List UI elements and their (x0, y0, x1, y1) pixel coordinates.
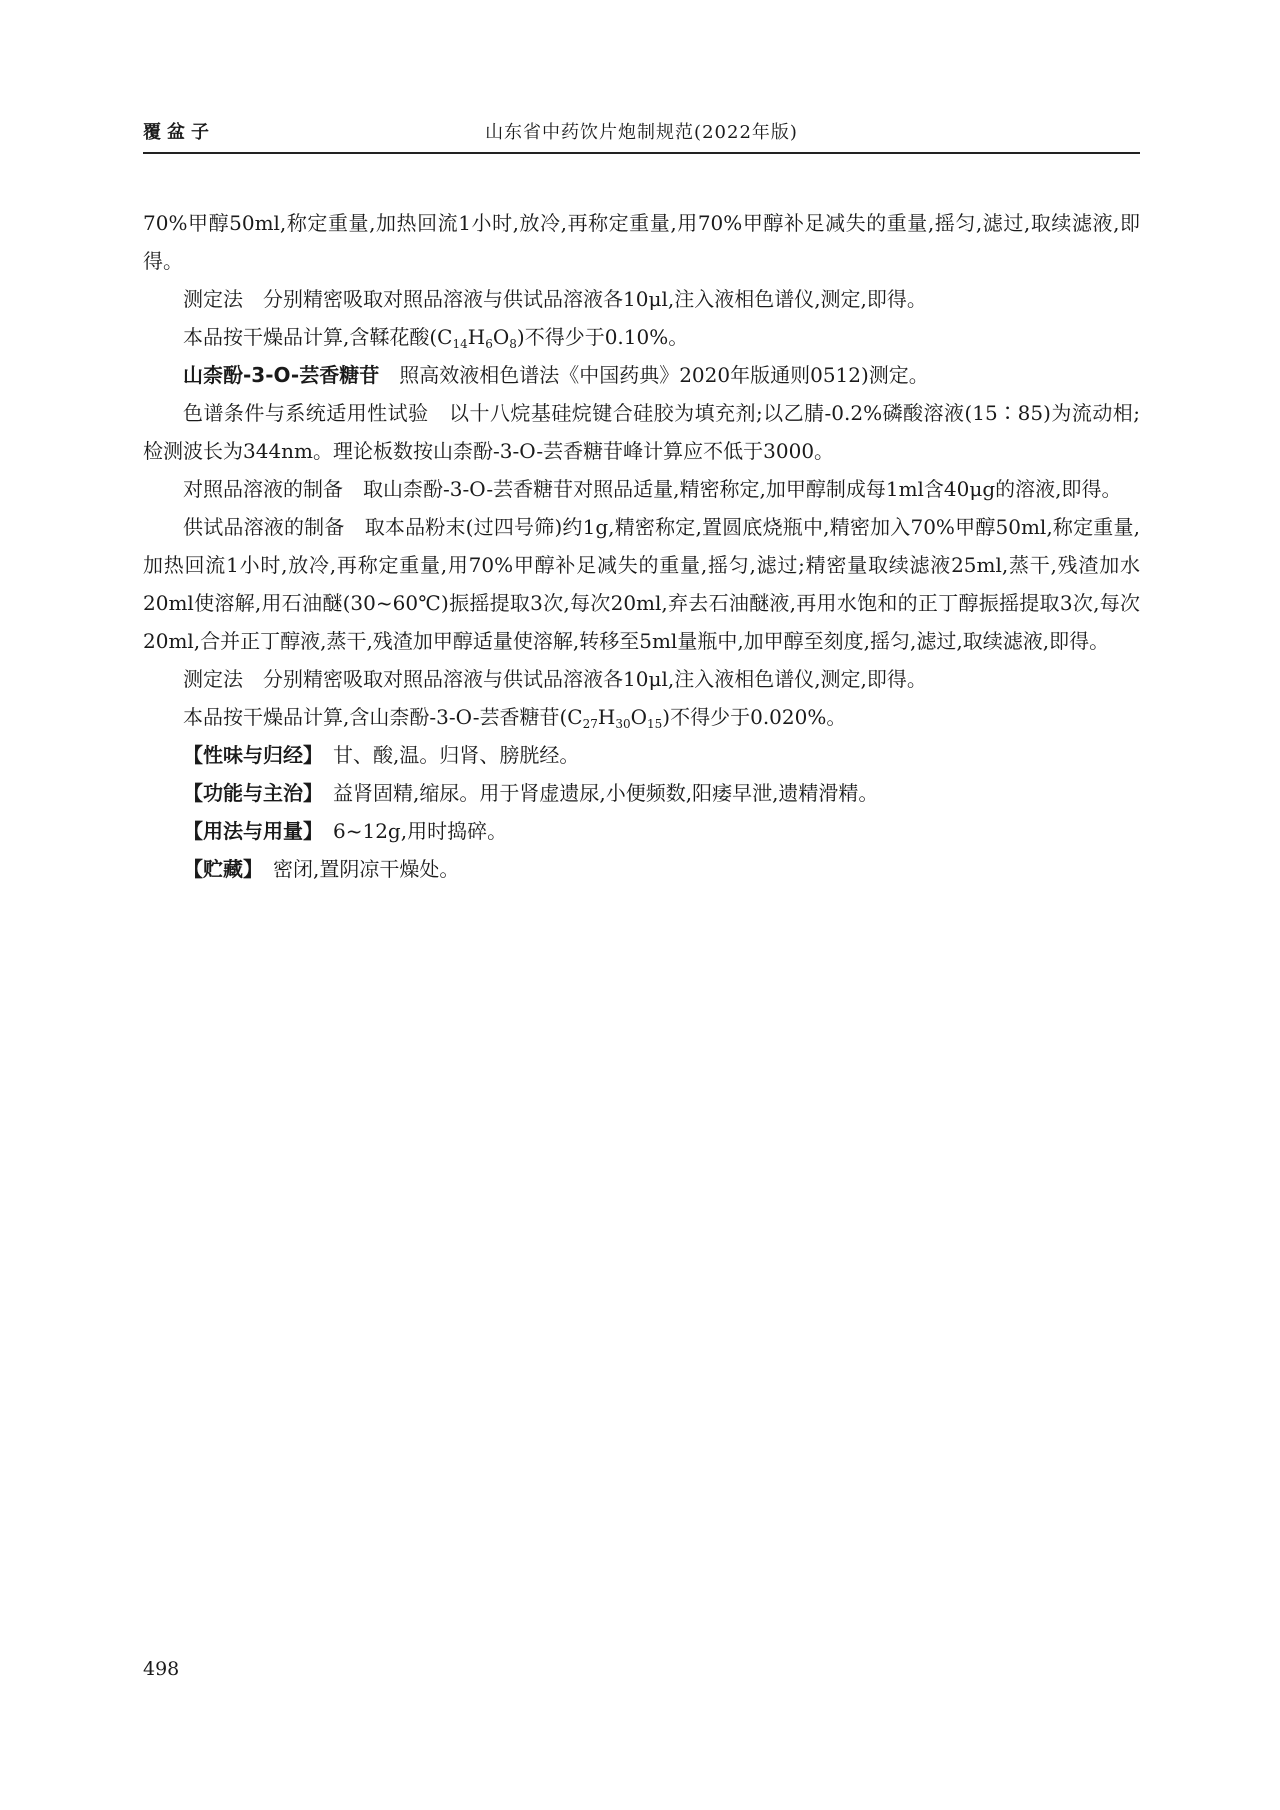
text-run: )不得少于0.020%。 (662, 705, 847, 729)
page-number: 498 (143, 1658, 180, 1680)
section-label: 【性味与归经】 (183, 743, 313, 767)
paragraph-kaempferol-limit (143, 698, 1140, 736)
subscript: 14 (452, 337, 468, 351)
text-run: 照高效液相色谱法《中国药典》2020年版通则0512)测定。 (379, 363, 929, 387)
text-run: )不得少于0.10%。 (516, 325, 689, 349)
paragraph-chromatography-conditions: 色谱条件与系统适用性试验 以十八烷基硅烷键合硅胶为填充剂;以乙腈-0.2%磷酸溶液(15∶85)为流动相;检测波长为344nm。理论板数按山柰酚-3-O-芸香糖苷峰计算应不低于3000。 (143, 401, 1140, 463)
text-run: 本品按干燥品计算,含山柰酚-3-O-芸香糖苷(C (183, 705, 583, 729)
subscript: 6 (485, 337, 493, 351)
running-header (143, 118, 1140, 154)
section-label: 【用法与用量】 (183, 819, 313, 843)
section-label: 【贮藏】 (183, 857, 253, 881)
section-usage (143, 812, 1140, 850)
page-body (143, 204, 1140, 888)
paragraph-reference-solution: 对照品溶液的制备 取山柰酚-3-O-芸香糖苷对照品适量,精密称定,加甲醇制成每1ml含40μg的溶液,即得。 (183, 477, 1122, 501)
bold-term: 山柰酚-3-O-芸香糖苷 (183, 363, 380, 387)
text-run: O (630, 705, 648, 729)
section-text: 益肾固精,缩尿。用于肾虚遗尿,小便频数,阳痿早泄,遗精滑精。 (313, 781, 879, 805)
section-text: 6~12g,用时捣碎。 (313, 819, 508, 843)
paragraph-kaempferol-heading (143, 356, 1140, 394)
header-section-title: 覆盆子 (143, 122, 215, 143)
section-storage (143, 850, 1140, 888)
text-run: H (467, 325, 486, 349)
subscript: 8 (509, 337, 517, 351)
section-taste-meridian (143, 736, 1140, 774)
text-run: H (597, 705, 616, 729)
paragraph-assay-method-1: 测定法 分别精密吸取对照品溶液与供试品溶液各10μl,注入液相色谱仪,测定,即得。 (183, 287, 927, 311)
section-text: 甘、酸,温。归肾、膀胱经。 (313, 743, 580, 767)
paragraph-assay-method-2: 测定法 分别精密吸取对照品溶液与供试品溶液各10μl,注入液相色谱仪,测定,即得。 (183, 667, 927, 691)
section-label: 【功能与主治】 (183, 781, 313, 805)
subscript: 30 (615, 717, 631, 731)
paragraph-ellagic-acid-limit (143, 318, 1140, 356)
section-function (143, 774, 1140, 812)
subscript: 15 (647, 717, 663, 731)
subscript: 27 (582, 717, 598, 731)
text-run: O (492, 325, 510, 349)
section-text: 密闭,置阴凉干燥处。 (253, 857, 460, 881)
header-book-title: 山东省中药饮片炮制规范(2022年版) (485, 122, 798, 143)
paragraph-continued: 70%甲醇50ml,称定重量,加热回流1小时,放冷,再称定重量,用70%甲醇补足减失的重量,摇匀,滤过,取续滤液,即得。 (143, 211, 1140, 273)
text-run: 本品按干燥品计算,含鞣花酸(C (183, 325, 453, 349)
paragraph-test-solution: 供试品溶液的制备 取本品粉末(过四号筛)约1g,精密称定,置圆底烧瓶中,精密加入70%甲醇50ml,称定重量,加热回流1小时,放冷,再称定重量,用70%甲醇补足减失的重量,摇匀,滤过;精密量取续滤液25ml,蒸干,残渣加水20ml使溶解,用石油醚(30~60℃)振摇提取3次,每次20ml,弃去石油醚液,再用水饱和的正丁醇振摇提取3次,每次20ml,合并正丁醇液,蒸干,残渣加甲醇适量使溶解,转移至5ml量瓶中,加甲醇至刻度,摇匀,滤过,取续滤液,即得。 (143, 515, 1140, 653)
